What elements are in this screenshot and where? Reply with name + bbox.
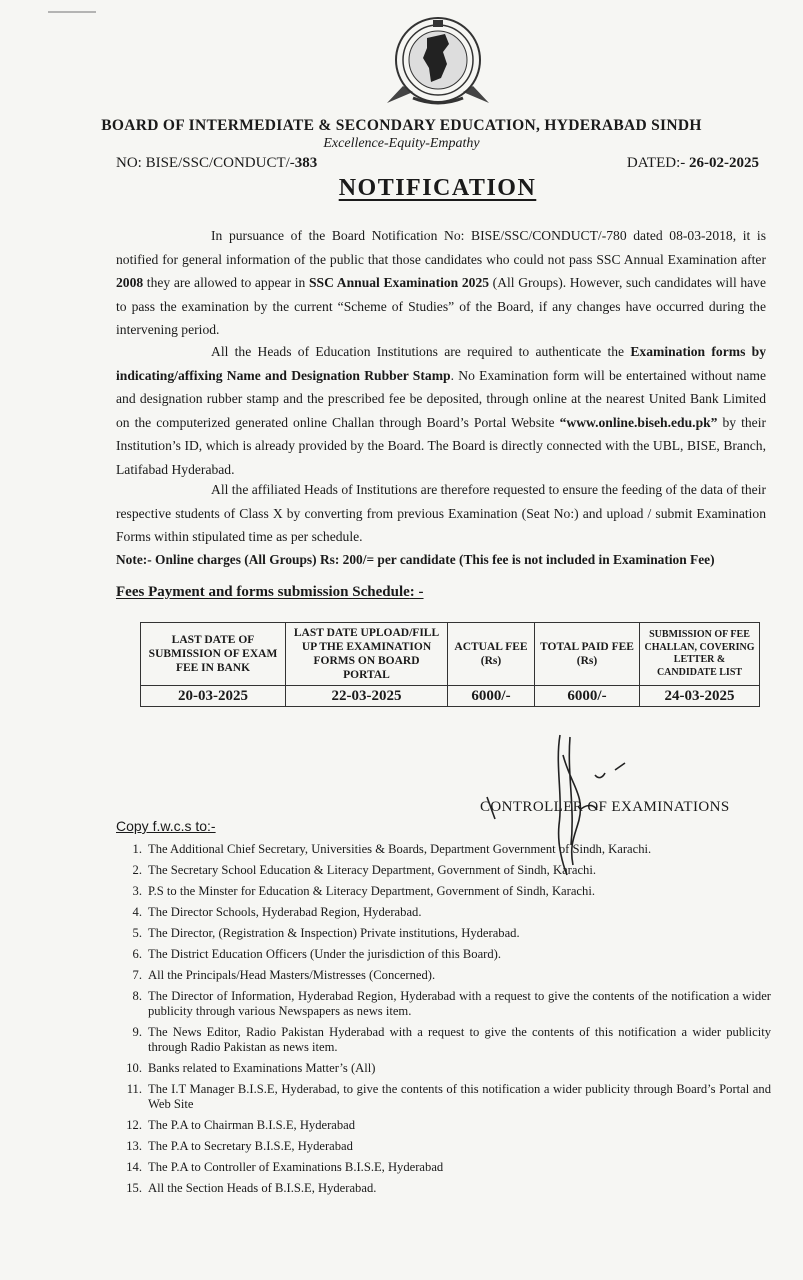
col-header-actual-fee: ACTUAL FEE (Rs) (448, 623, 535, 686)
col-header-fee-deadline: LAST DATE OF SUBMISSION OF EXAM FEE IN BANK (141, 623, 286, 686)
list-item: 11. The I.T Manager B.I.S.E, Hyderabad, to give the contents of this notification a wider publicity through Board’s Portal and Web Site (126, 1082, 771, 1111)
col-header-challan-submission: SUBMISSION OF FEE CHALLAN, COVERING LETTER & CANDIDATE LIST (640, 623, 760, 686)
total-fee-value: 6000/- (535, 686, 640, 707)
list-item: 13. The P.A to Secretary B.I.S.E, Hyderabad (126, 1139, 353, 1153)
schedule-heading: Fees Payment and forms submission Schedule: - (116, 584, 424, 600)
list-item: 12. The P.A to Chairman B.I.S.E, Hyderabad (126, 1118, 356, 1132)
reference-number: NO: BISE/SSC/CONDUCT/-383 (116, 155, 318, 171)
challan-submission-value: 24-03-2025 (640, 686, 760, 707)
copy-recipient-list (116, 842, 771, 1202)
list-item: 4. The Director Schools, Hyderabad Region, Hyderabad. (132, 905, 422, 919)
list-item: 9. The News Editor, Radio Pakistan Hyderabad with a request to give the contents of this notification a wider publicity through Radio Pakistan as news item. (132, 1025, 771, 1054)
paragraph-eligibility: In pursuance of the Board Notification No: BISE/SSC/CONDUCT/-780 dated 08-03-2018, it is notified for general information of the public that those candidates who could not pass SSC Annual Examination after 2008 they are allowed to appear in SSC Annual Examination 2025 (All Groups). However, such candidates will have to pass the examination by the current “Scheme of Studies” of the Board, if any changes have occurred during the intervening period. (116, 228, 767, 337)
paragraph-data-feeding: All the affiliated Heads of Institutions are therefore requested to ensure the feeding of the data of their respective students of Class X by converting from previous Examination (Seat No:) and upload / submit Examination Forms within stipulated time as per schedule. (116, 482, 766, 544)
fee-deadline-value: 20-03-2025 (141, 686, 286, 707)
form-deadline-value: 22-03-2025 (286, 686, 448, 707)
list-item: 2. The Secretary School Education & Literacy Department, Government of Sindh, Karachi. (132, 863, 596, 877)
document-title: NOTIFICATION (338, 175, 537, 201)
list-item: 10. Banks related to Examinations Matter’s (All) (126, 1061, 376, 1075)
col-header-total-fee: TOTAL PAID FEE (Rs) (535, 623, 640, 686)
list-item: 14. The P.A to Controller of Examinations B.I.S.E, Hyderabad (126, 1160, 444, 1174)
list-item: 3. P.S to the Minster for Education & Literacy Department, Government of Sindh, Karachi. (132, 884, 595, 898)
paragraph-authentication: All the Heads of Education Institutions are required to authenticate the Examination forms by indicating/affixing Name and Designation Rubber Stamp. No Examination form will be entertained without name and designation rubber stamp and the prescribed fee be deposited, through online at the nearest United Bank Limited on the computerized generated online Challan through Board’s Portal Website “www.online.biseh.edu.pk” by their Institution’s ID, which is already provided by the Board. The Board is directly connected with the UBL, BISE, Branch, Latifabad Hyderabad. (116, 344, 767, 477)
list-item: 1. The Additional Chief Secretary, Universities & Boards, Department Government of Sindh, Karachi. (132, 842, 652, 856)
list-item: 6. The District Education Officers (Under the jurisdiction of this Board). (132, 947, 501, 961)
signatory-designation: CONTROLLER OF EXAMINATIONS (480, 799, 730, 815)
table-row (141, 686, 760, 707)
copy-forwarded-label: Copy f.w.c.s to:- (116, 818, 216, 834)
board-motto: Excellence-Equity-Empathy (323, 136, 480, 151)
board-logo-emblem (383, 8, 493, 108)
actual-fee-value: 6000/- (448, 686, 535, 707)
list-item: 7. All the Principals/Head Masters/Mistresses (Concerned). (132, 968, 436, 982)
fee-schedule-table (140, 622, 760, 707)
list-item: 15. All the Section Heads of B.I.S.E, Hyderabad. (126, 1181, 377, 1195)
list-item: 8. The Director of Information, Hyderabad Region, Hyderabad with a request to give the contents of the notification a wider publicity through various Newspapers as news item. (132, 989, 771, 1018)
pen-mark (48, 11, 96, 13)
list-item: 5. The Director, (Registration & Inspection) Private institutions, Hyderabad. (132, 926, 520, 940)
board-name: BOARD OF INTERMEDIATE & SECONDARY EDUCATION, HYDERABAD SINDH (101, 117, 702, 134)
table-header-row (141, 623, 760, 686)
col-header-form-deadline: LAST DATE UPLOAD/FILL UP THE EXAMINATION FORMS ON BOARD PORTAL (286, 623, 448, 686)
notification-date: DATED:- 26-02-2025 (626, 155, 759, 171)
online-charges-note: Note:- Online charges (All Groups) Rs: 200/= per candidate (This fee is not included in Examination Fee) (116, 552, 715, 567)
